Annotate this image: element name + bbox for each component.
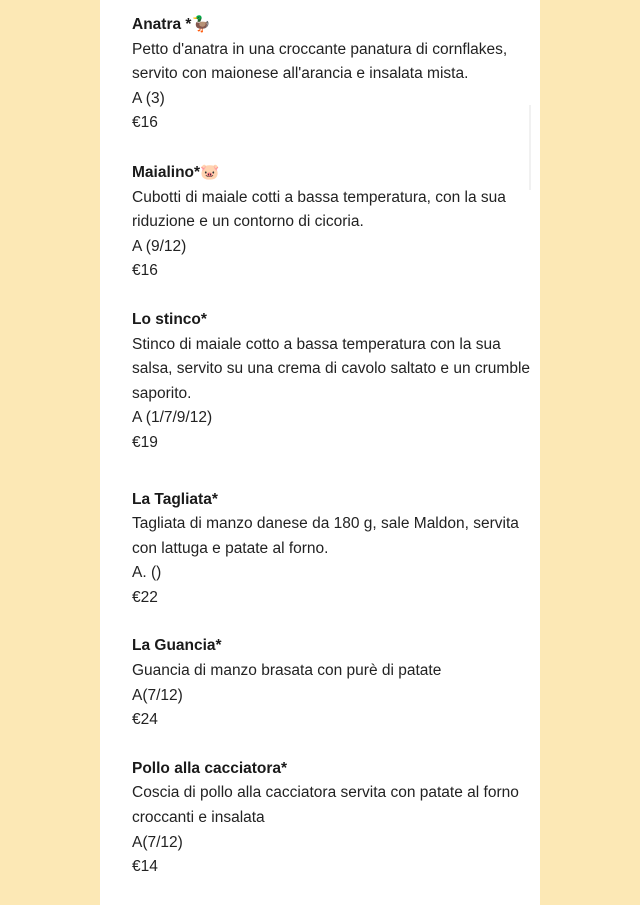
dish-name: Anatra *🦆	[132, 15, 211, 33]
dish-description: Petto d'anatra in una croccante panatura di cornflakes, servito con maionese all'arancia e insalata mista.	[132, 40, 508, 83]
dish-allergens: A (9/12)	[132, 237, 187, 255]
dish-price: €14	[132, 858, 158, 876]
dish-description: Cubotti di maiale cotti a bassa temperatura, con la sua riduzione e un contorno di cicoria.	[132, 188, 506, 231]
dish-allergens: A (3)	[132, 89, 165, 107]
menu-page	[100, 0, 540, 905]
dish-anatra	[132, 12, 532, 136]
dish-name: Lo stinco*	[132, 310, 207, 328]
dish-price: €16	[132, 262, 158, 280]
dish-price: €22	[132, 588, 158, 606]
pig-icon: 🐷	[200, 162, 220, 181]
dish-name: La Guancia*	[132, 637, 222, 655]
dish-name: Maialino*🐷	[132, 162, 220, 181]
dish-la-guancia	[132, 634, 532, 732]
dish-allergens: A(7/12)	[132, 833, 183, 851]
dish-maialino	[132, 160, 532, 284]
dish-description: Guancia di manzo brasata con purè di patate	[132, 662, 442, 680]
dish-lo-stinco	[132, 308, 532, 456]
dish-la-tagliata	[132, 488, 532, 611]
dish-allergens: A(7/12)	[132, 686, 183, 704]
dish-price: €16	[132, 114, 158, 132]
dish-name: La Tagliata*	[132, 490, 218, 508]
main-courses-list	[132, 12, 532, 880]
duck-icon: 🦆	[191, 15, 211, 33]
dish-description: Stinco di maiale cotto a bassa temperatura con la sua salsa, servito su una crema di cavolo saltato e un crumble saporito.	[132, 335, 531, 402]
dish-pollo-alla-cacciatora	[132, 757, 532, 880]
dish-price: €24	[132, 711, 158, 729]
dish-description: Coscia di pollo alla cacciatora servita con patate al forno croccanti e insalata	[132, 784, 519, 827]
dish-price: €19	[132, 433, 158, 451]
dish-description: Tagliata di manzo danese da 180 g, sale Maldon, servita con lattuga e patate al forno.	[132, 515, 519, 557]
dish-allergens: A. ()	[132, 564, 162, 582]
dish-name: Pollo alla cacciatora*	[132, 759, 288, 777]
dish-allergens: A (1/7/9/12)	[132, 409, 213, 427]
